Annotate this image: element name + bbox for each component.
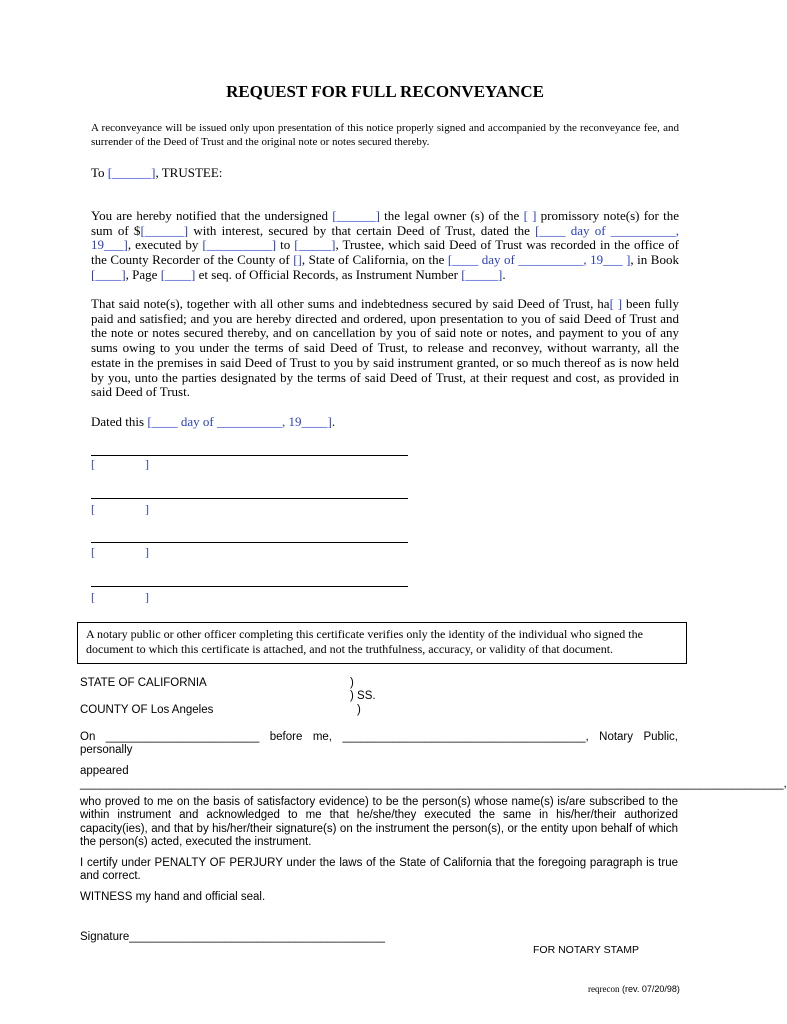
owner-field[interactable]: [______] xyxy=(332,208,380,223)
bracket-open: [ xyxy=(91,502,95,516)
notary-signature-line[interactable]: Signature________________________________________ xyxy=(80,931,386,943)
ss-label: ) SS. xyxy=(350,690,376,702)
trustee-field[interactable]: [______] xyxy=(107,165,156,180)
bracket-open: [ xyxy=(91,457,95,471)
p1-text-12: . xyxy=(502,266,506,282)
p2-text-2: been fully paid and satisfied; and you are hereby directed and ordered, upon presentation to you of said Deed of Trust and the note or notes secured thereby, and on cancellation by you of said note or notes, and payment to you of any sums owing to you under the terms of said Deed of Trust, to release and reconvey, without warranty, all the estate in the premises in said Deed of Trust to you by said instrument granted, or so much thereof as is now held by you, unto the parties designated by the terms of said Deed of Trust, at their request and cost, as provided in said Deed of Trust. xyxy=(91,296,680,400)
bracket-open: [ xyxy=(91,545,95,559)
paren-close: ) xyxy=(357,704,361,716)
p1-text-9: , in Book xyxy=(630,252,679,268)
bracket-close: ] xyxy=(145,457,149,471)
p1-text-11: et seq. of Official Records, as Instrument Number xyxy=(195,266,462,282)
deed-date-field[interactable]: [____ day of __________, 19___] xyxy=(91,222,679,253)
notary-stamp-label: FOR NOTARY STAMP xyxy=(533,944,639,956)
recorded-date-field[interactable]: [____ day of __________, 19___ ] xyxy=(447,252,631,268)
p1-text-1: You are hereby notified that the undersigned xyxy=(91,208,333,223)
p1-text-10: , Page xyxy=(125,266,161,282)
executor-field[interactable]: [__________] xyxy=(202,237,277,253)
signer-name-field[interactable] xyxy=(91,502,151,517)
signature-line xyxy=(91,455,408,456)
notary-on-line[interactable]: On ________________________ before me, ______________________________________, Notary Public, xyxy=(80,731,678,743)
p2-text-1: That said note(s), together with all other sums and indebtedness secured by said Deed of Trust, ha xyxy=(91,296,610,311)
to-suffix: , TRUSTEE: xyxy=(155,165,223,180)
witness-text: WITNESS my hand and official seal. xyxy=(80,891,266,903)
p1-text-4: with interest, secured by that certain Deed of Trust, dated the xyxy=(188,222,536,238)
signature-line xyxy=(91,542,408,543)
county-field[interactable]: [] xyxy=(293,252,302,268)
notes-field[interactable]: [ ] xyxy=(523,208,537,223)
perjury-certification: I certify under PENALTY OF PERJURY under the laws of the State of California that the foregoing paragraph is true and correct. xyxy=(80,857,678,883)
sum-field[interactable]: [______] xyxy=(140,222,189,238)
trustee-name-field[interactable]: [_____] xyxy=(294,237,336,253)
book-field[interactable]: [____] xyxy=(91,266,126,282)
p1-text-8: , State of California, on the xyxy=(301,252,448,268)
p1-text-2: the legal owner (s) of the xyxy=(379,208,524,223)
notification-paragraph xyxy=(91,209,679,283)
page-field[interactable]: [____] xyxy=(160,266,196,282)
acknowledgment-text: who proved to me on the basis of satisfactory evidence) to be the person(s) whose name(s) is/are subscribed to the within instrument and acknowledged to me that he/she/they executed the same in his/her/their authorized capacity(ies), and that by his/her/their signature(s) on the instrument the person(s), or the entity upon behalf of which the person(s) acted, executed the instrument. xyxy=(80,796,678,848)
notary-disclaimer-box xyxy=(77,622,687,664)
paren-open: ) xyxy=(350,677,354,689)
bracket-close: ] xyxy=(145,590,149,604)
dated-field[interactable]: [____ day of __________, 19____] xyxy=(147,414,332,429)
signer-name-field[interactable] xyxy=(91,590,151,605)
p1-text-6: to xyxy=(276,237,295,253)
signature-line xyxy=(91,586,408,587)
dated-prefix: Dated this xyxy=(91,414,148,429)
satisfaction-paragraph xyxy=(91,297,679,400)
have-has-field[interactable]: [ ] xyxy=(609,296,623,311)
state-label: STATE OF CALIFORNIA xyxy=(80,677,207,689)
bracket-close: ] xyxy=(145,545,149,559)
dated-line xyxy=(91,414,335,430)
appeared-label: appeared xyxy=(80,765,129,777)
personally-label: personally xyxy=(80,744,133,756)
document-title: REQUEST FOR FULL RECONVEYANCE xyxy=(226,82,544,101)
signature-line xyxy=(91,498,408,499)
appeared-name-line[interactable]: ______________________________________________________________________________________________________________, xyxy=(80,778,787,790)
revision-footer xyxy=(588,984,680,994)
signer-name-field[interactable] xyxy=(91,545,151,560)
notary-disclaimer: A notary public or other officer completing this certificate verifies only the identity of the individual who signed the document to which this certificate is attached, and not the truthfulness, accuracy, or validity of that document. xyxy=(86,627,643,656)
form-id: reqrecon xyxy=(588,984,620,994)
instrument-number-field[interactable]: [_____] xyxy=(461,266,503,282)
p1-text-5: , executed by xyxy=(127,237,203,253)
dated-suffix: . xyxy=(331,414,336,429)
signer-name-field[interactable] xyxy=(91,457,151,472)
to-prefix: To xyxy=(91,165,108,180)
p1-text-3: promissory note(s) for the sum of $ xyxy=(91,208,679,238)
p1-text-7: , Trustee, which said Deed of Trust was recorded in the office of the County Recorder of the County of xyxy=(91,237,679,268)
county-label: COUNTY OF Los Angeles xyxy=(80,704,214,716)
revision-date: (rev. 07/20/98) xyxy=(619,984,680,994)
bracket-open: [ xyxy=(91,590,95,604)
bracket-close: ] xyxy=(145,502,149,516)
to-trustee-line xyxy=(91,165,222,181)
intro-text: A reconveyance will be issued only upon presentation of this notice properly signed and accompanied by the reconveyance fee, and surrender of the Deed of Trust and the original note or notes secured thereby. xyxy=(91,122,679,148)
